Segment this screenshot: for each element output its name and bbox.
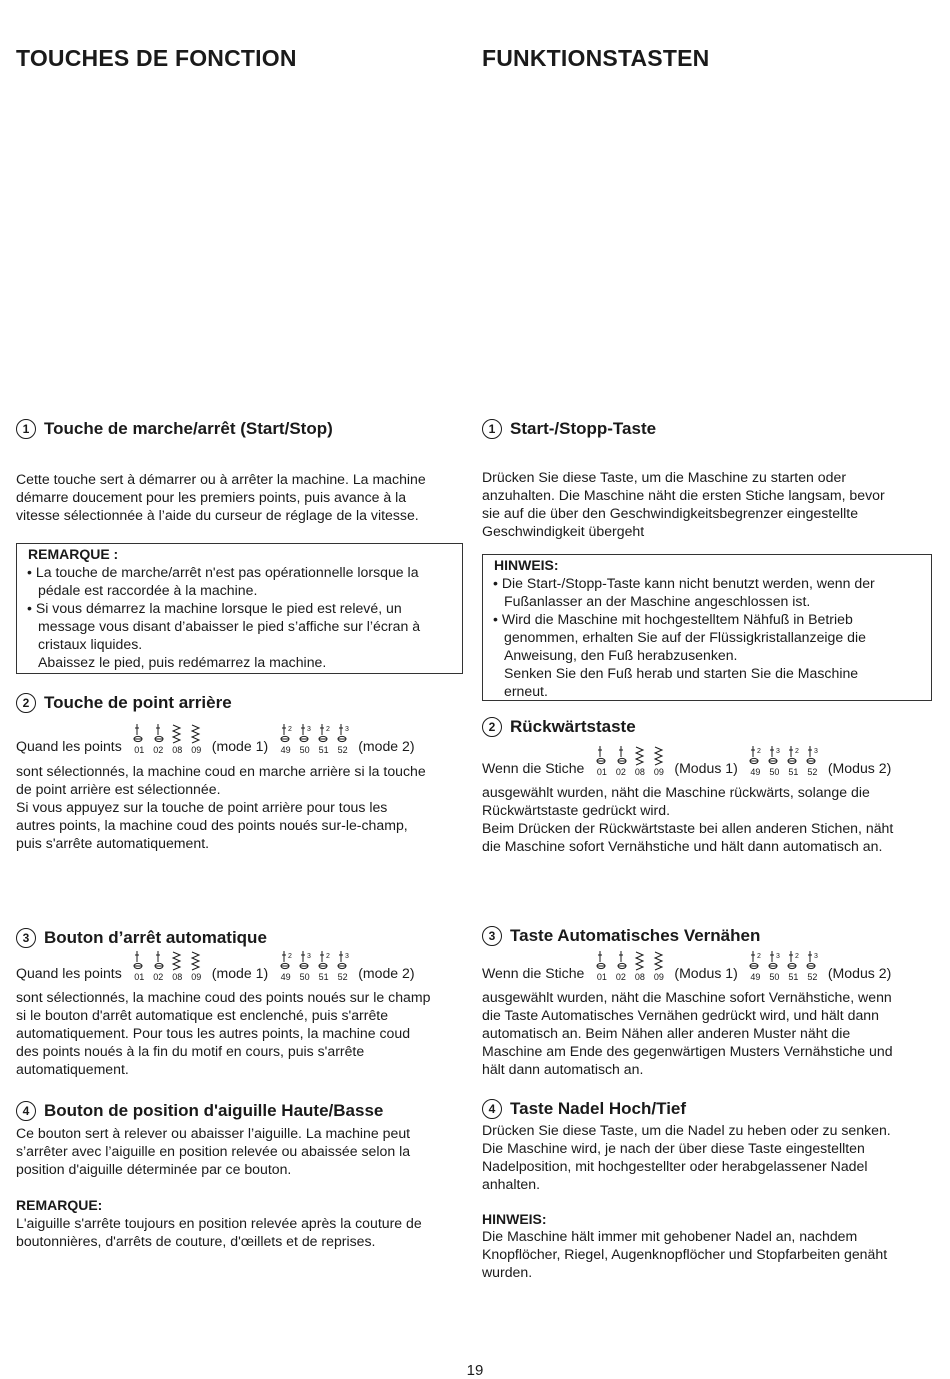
note-line: • La touche de marche/arrêt n'est pas opérationnelle lorsque la bbox=[27, 564, 419, 580]
section-heading-text: Touche de marche/arrêt (Start/Stop) bbox=[44, 419, 333, 438]
stitch-group-1 bbox=[130, 950, 206, 982]
note-box-startstop-fr bbox=[16, 543, 463, 674]
stitch-selection-line-de-s2 bbox=[482, 745, 891, 777]
lead-text: Wenn die Stiche bbox=[482, 965, 585, 981]
stitch-number: 09 bbox=[191, 972, 202, 982]
paragraph-needle-fr bbox=[16, 1124, 468, 1178]
svg-text:3: 3 bbox=[776, 953, 781, 960]
note-line: • Die Start-/Stopp-Taste kann nicht benutzt werden, wenn der bbox=[493, 575, 875, 591]
stitch-number: 49 bbox=[750, 972, 761, 982]
svg-text:2: 2 bbox=[287, 953, 292, 960]
text-line: de point arrière est sélectionnée. bbox=[16, 781, 221, 797]
stitch-number: 52 bbox=[807, 972, 818, 982]
text-line: sont sélectionnés, la machine coud des points noués sur le champ bbox=[16, 989, 431, 1005]
stitch-number: 08 bbox=[634, 767, 645, 777]
stitch-pattern-icon bbox=[765, 745, 783, 777]
mode-2-label: (Modus 2) bbox=[827, 965, 892, 981]
svg-text:2: 2 bbox=[757, 953, 762, 960]
stitch-number: 01 bbox=[596, 972, 607, 982]
stitch-pattern-icon bbox=[746, 745, 764, 777]
stitch-pattern-icon bbox=[168, 950, 186, 982]
text-line: démarre doucement pour les premiers points, puis avance à la bbox=[16, 489, 407, 505]
stitch-group-2 bbox=[276, 950, 352, 982]
text-line: Die Maschine wird, je nach der über diese Taste eingestellten bbox=[482, 1140, 865, 1156]
stitch-group-2 bbox=[746, 745, 822, 777]
note-line: message vous disant d’abaisser le pied s’affiche sur l’écran à bbox=[38, 618, 421, 634]
stitch-pattern-icon bbox=[612, 950, 630, 982]
stitch-number: 50 bbox=[299, 745, 310, 755]
stitch-number: 09 bbox=[191, 745, 202, 755]
svg-text:2: 2 bbox=[287, 726, 292, 733]
text-line: Nadelposition, mit hochgestellter oder herabgelassener Nadel bbox=[482, 1158, 868, 1174]
section-number-badge: 3 bbox=[16, 928, 36, 948]
note-line: Abaissez le pied, puis redémarrez la machine. bbox=[38, 654, 327, 670]
svg-text:2: 2 bbox=[795, 953, 800, 960]
stitch-number: 02 bbox=[615, 972, 626, 982]
mode-1-label: (mode 1) bbox=[211, 738, 269, 754]
note-line: pédale est raccordée à la machine. bbox=[38, 582, 258, 598]
stitch-pattern-icon bbox=[315, 723, 333, 755]
text-line: autres points, la machine coud des points noués sur-le-champ, bbox=[16, 817, 408, 833]
text-line: si le bouton d'arrêt automatique est enclenché, puis s'arrête bbox=[16, 1007, 389, 1023]
stitch-number: 49 bbox=[750, 767, 761, 777]
section-heading-text: Rückwärtstaste bbox=[510, 717, 636, 736]
stitch-pattern-icon bbox=[803, 950, 821, 982]
stitch-number: 50 bbox=[299, 972, 310, 982]
svg-text:2: 2 bbox=[325, 726, 330, 733]
stitch-group-1 bbox=[592, 745, 668, 777]
paragraph-startstop-de bbox=[482, 468, 934, 540]
paragraph-startstop-fr bbox=[16, 470, 468, 524]
stitch-number: 01 bbox=[134, 745, 145, 755]
stitch-pattern-icon bbox=[334, 950, 352, 982]
stitch-pattern-icon bbox=[612, 745, 630, 777]
stitch-number: 09 bbox=[653, 767, 664, 777]
svg-text:2: 2 bbox=[325, 953, 330, 960]
stitch-pattern-icon bbox=[593, 745, 611, 777]
section-number-badge: 2 bbox=[16, 693, 36, 713]
stitch-group-1 bbox=[130, 723, 206, 755]
note-label: HINWEIS: bbox=[494, 557, 559, 573]
paragraph-reverse-de bbox=[482, 783, 934, 855]
section-heading-reverse-fr bbox=[16, 693, 468, 713]
stitch-number: 01 bbox=[134, 972, 145, 982]
paragraph-autolock-de bbox=[482, 988, 934, 1078]
text-line: die Taste Automatisches Vernähen gedrückt wird, und hält dann bbox=[482, 1007, 879, 1023]
svg-text:3: 3 bbox=[306, 726, 311, 733]
stitch-pattern-icon bbox=[765, 950, 783, 982]
stitch-pattern-icon bbox=[746, 950, 764, 982]
section-heading-text: Start-/Stopp-Taste bbox=[510, 419, 657, 438]
lead-text: Quand les points bbox=[16, 965, 122, 981]
stitch-group-2 bbox=[746, 950, 822, 982]
note-line: Fußanlasser an der Maschine angeschlossen ist. bbox=[504, 593, 811, 609]
note-line: erneut. bbox=[504, 683, 548, 699]
text-line: Si vous appuyez sur la touche de point arrière pour tous les bbox=[16, 799, 388, 815]
text-line: automatiquement. bbox=[16, 1061, 129, 1077]
stitch-pattern-icon bbox=[631, 950, 649, 982]
stitch-number: 08 bbox=[172, 972, 183, 982]
stitch-pattern-icon bbox=[168, 723, 186, 755]
text-line: L'aiguille s'arrête toujours en position relevée après la couture de bbox=[16, 1215, 422, 1231]
text-line: ausgewählt wurden, näht die Maschine sofort Vernähstiche, wenn bbox=[482, 989, 892, 1005]
stitch-pattern-icon bbox=[631, 745, 649, 777]
text-line: sie auf die über den Geschwindigkeitsbegrenzer eingestellte bbox=[482, 505, 859, 521]
stitch-pattern-icon bbox=[803, 745, 821, 777]
stitch-number: 50 bbox=[769, 972, 780, 982]
paragraph-needle-de bbox=[482, 1121, 934, 1193]
text-line: Drücken Sie diese Taste, um die Nadel zu heben oder zu senken. bbox=[482, 1122, 891, 1138]
mode-2-label: (mode 2) bbox=[358, 738, 415, 754]
text-line: Geschwindigkeit übergeht bbox=[482, 523, 645, 539]
stitch-pattern-icon bbox=[277, 950, 295, 982]
section-number-badge: 1 bbox=[16, 419, 36, 439]
stitch-number: 01 bbox=[596, 767, 607, 777]
text-line: ausgewählt wurden, näht die Maschine rückwärts, solange die bbox=[482, 784, 870, 800]
text-line: anzuhalten. Die Maschine näht die ersten Stiche langsam, bevor bbox=[482, 487, 885, 503]
section-heading-autolock-fr bbox=[16, 928, 468, 948]
text-line: Knopflöcher, Riegel, Augenknopflöcher und Stopfarbeiten genäht bbox=[482, 1246, 888, 1262]
text-line: s’arrêter avec l’aiguille en position relevée ou abaissée selon la bbox=[16, 1143, 411, 1159]
text-line: boutonnières, d'arrêts de couture, d'œillets et de reprises. bbox=[16, 1233, 376, 1249]
stitch-pattern-icon bbox=[334, 723, 352, 755]
text-line: Drücken Sie diese Taste, um die Maschine zu starten oder bbox=[482, 469, 847, 485]
text-line: position d'aiguille déterminée par ce bouton. bbox=[16, 1161, 292, 1177]
svg-text:3: 3 bbox=[344, 726, 349, 733]
stitch-selection-line-de-s3 bbox=[482, 950, 891, 982]
stitch-number: 08 bbox=[172, 745, 183, 755]
stitch-number: 51 bbox=[318, 972, 329, 982]
text-line: Beim Drücken der Rückwärtstaste bei allen anderen Stichen, näht bbox=[482, 820, 894, 836]
section-heading-text: Touche de point arrière bbox=[44, 693, 232, 712]
section-number-badge: 4 bbox=[482, 1099, 502, 1119]
text-line: anhalten. bbox=[482, 1176, 540, 1192]
page-title-fr: TOUCHES DE FONCTION bbox=[16, 45, 297, 71]
section-heading-text: Taste Automatisches Vernähen bbox=[510, 926, 761, 945]
stitch-number: 02 bbox=[615, 767, 626, 777]
section-number-badge: 1 bbox=[482, 419, 502, 439]
stitch-number: 50 bbox=[769, 767, 780, 777]
section-heading-reverse-de bbox=[482, 717, 934, 737]
stitch-pattern-icon bbox=[130, 950, 148, 982]
stitch-selection-line-fr-s2 bbox=[16, 723, 415, 755]
stitch-group-2 bbox=[276, 723, 352, 755]
section-heading-text: Bouton d’arrêt automatique bbox=[44, 928, 267, 947]
note-line: • Si vous démarrez la machine lorsque le pied est relevé, un bbox=[27, 600, 402, 616]
text-line: puis s'arrête automatiquement. bbox=[16, 835, 210, 851]
text-line: wurden. bbox=[482, 1264, 533, 1280]
stitch-pattern-icon bbox=[296, 723, 314, 755]
section-heading-text: Bouton de position d'aiguille Haute/Basse bbox=[44, 1101, 384, 1120]
note-line: • Wird die Maschine mit hochgestelltem Nähfuß in Betrieb bbox=[493, 611, 853, 627]
text-line: Maschine am Ende des gegenwärtigen Musters Vernähstiche und bbox=[482, 1043, 893, 1059]
note-text-needle-fr bbox=[16, 1214, 468, 1250]
text-line: die Maschine sofort Vernähstiche und hält dann automatisch an. bbox=[482, 838, 883, 854]
stitch-pattern-icon bbox=[149, 950, 167, 982]
stitch-number: 08 bbox=[634, 972, 645, 982]
note-label-needle-fr: REMARQUE: bbox=[16, 1197, 103, 1213]
text-line: Rückwärtstaste gedrückt wird. bbox=[482, 802, 670, 818]
text-line: Die Maschine hält immer mit gehobener Nadel an, nachdem bbox=[482, 1228, 858, 1244]
stitch-pattern-icon bbox=[149, 723, 167, 755]
svg-text:3: 3 bbox=[306, 953, 311, 960]
stitch-pattern-icon bbox=[187, 723, 205, 755]
stitch-number: 51 bbox=[318, 745, 329, 755]
text-line: Cette touche sert à démarrer ou à arrêter la machine. La machine bbox=[16, 471, 426, 487]
mode-1-label: (mode 1) bbox=[211, 965, 269, 981]
stitch-pattern-icon bbox=[130, 723, 148, 755]
text-line: des points noués à la fin du motif en cours, puis s'arrête bbox=[16, 1043, 365, 1059]
stitch-pattern-icon bbox=[593, 950, 611, 982]
note-line: genommen, erhalten Sie auf der Flüssigkristallanzeige die bbox=[504, 629, 866, 645]
stitch-number: 51 bbox=[788, 767, 799, 777]
mode-1-label: (Modus 1) bbox=[674, 760, 738, 776]
lead-text: Quand les points bbox=[16, 738, 122, 754]
svg-text:3: 3 bbox=[814, 953, 819, 960]
svg-text:2: 2 bbox=[757, 748, 762, 755]
section-number-badge: 3 bbox=[482, 926, 502, 946]
stitch-pattern-icon bbox=[315, 950, 333, 982]
stitch-pattern-icon bbox=[784, 950, 802, 982]
svg-text:3: 3 bbox=[814, 748, 819, 755]
section-heading-text: Taste Nadel Hoch/Tief bbox=[510, 1099, 687, 1118]
mode-2-label: (Modus 2) bbox=[827, 760, 892, 776]
section-heading-needle-fr bbox=[16, 1101, 468, 1121]
stitch-pattern-icon bbox=[650, 745, 668, 777]
stitch-number: 51 bbox=[788, 972, 799, 982]
page-number: 19 bbox=[466, 1362, 484, 1379]
mode-1-label: (Modus 1) bbox=[674, 965, 738, 981]
text-line: hält dann automatisch an. bbox=[482, 1061, 644, 1077]
stitch-pattern-icon bbox=[277, 723, 295, 755]
text-line: automatiquement. Pour tous les autres points, la machine coud bbox=[16, 1025, 411, 1041]
section-heading-startstop-fr bbox=[16, 419, 468, 439]
note-line: cristaux liquides. bbox=[38, 636, 143, 652]
stitch-pattern-icon bbox=[296, 950, 314, 982]
svg-text:3: 3 bbox=[776, 748, 781, 755]
stitch-number: 49 bbox=[280, 972, 291, 982]
section-number-badge: 4 bbox=[16, 1101, 36, 1121]
page-title-de: FUNKTIONSTASTEN bbox=[482, 45, 710, 71]
text-line: Ce bouton sert à relever ou abaisser l’aiguille. La machine peut bbox=[16, 1125, 411, 1141]
stitch-number: 02 bbox=[153, 972, 164, 982]
section-heading-startstop-de bbox=[482, 419, 934, 439]
stitch-pattern-icon bbox=[784, 745, 802, 777]
stitch-number: 02 bbox=[153, 745, 164, 755]
stitch-number: 09 bbox=[653, 972, 664, 982]
stitch-number: 52 bbox=[337, 745, 348, 755]
paragraph-reverse-fr bbox=[16, 762, 468, 852]
stitch-pattern-icon bbox=[187, 950, 205, 982]
mode-2-label: (mode 2) bbox=[358, 965, 415, 981]
note-text-needle-de bbox=[482, 1227, 934, 1281]
text-line: automatisch an. Beim Nähen aller anderen Muster näht die bbox=[482, 1025, 851, 1041]
note-box-startstop-de bbox=[482, 554, 932, 701]
stitch-pattern-icon bbox=[650, 950, 668, 982]
svg-text:3: 3 bbox=[344, 953, 349, 960]
section-heading-autolock-de bbox=[482, 926, 934, 946]
note-line: Senken Sie den Fuß herab und starten Sie die Maschine bbox=[504, 665, 859, 681]
section-number-badge: 2 bbox=[482, 717, 502, 737]
stitch-selection-line-fr-s3 bbox=[16, 950, 415, 982]
svg-text:2: 2 bbox=[795, 748, 800, 755]
paragraph-autolock-fr bbox=[16, 988, 468, 1078]
text-line: vitesse sélectionnée à l’aide du curseur de réglage de la vitesse. bbox=[16, 507, 419, 523]
note-label-needle-de: HINWEIS: bbox=[482, 1211, 547, 1227]
stitch-group-1 bbox=[592, 950, 668, 982]
note-line: Anweisung, den Fuß herabzusenken. bbox=[504, 647, 738, 663]
stitch-number: 52 bbox=[807, 767, 818, 777]
stitch-number: 49 bbox=[280, 745, 291, 755]
lead-text: Wenn die Stiche bbox=[482, 760, 585, 776]
section-heading-needle-de bbox=[482, 1099, 934, 1119]
stitch-number: 52 bbox=[337, 972, 348, 982]
text-line: sont sélectionnés, la machine coud en marche arrière si la touche bbox=[16, 763, 426, 779]
note-label: REMARQUE : bbox=[28, 546, 119, 562]
